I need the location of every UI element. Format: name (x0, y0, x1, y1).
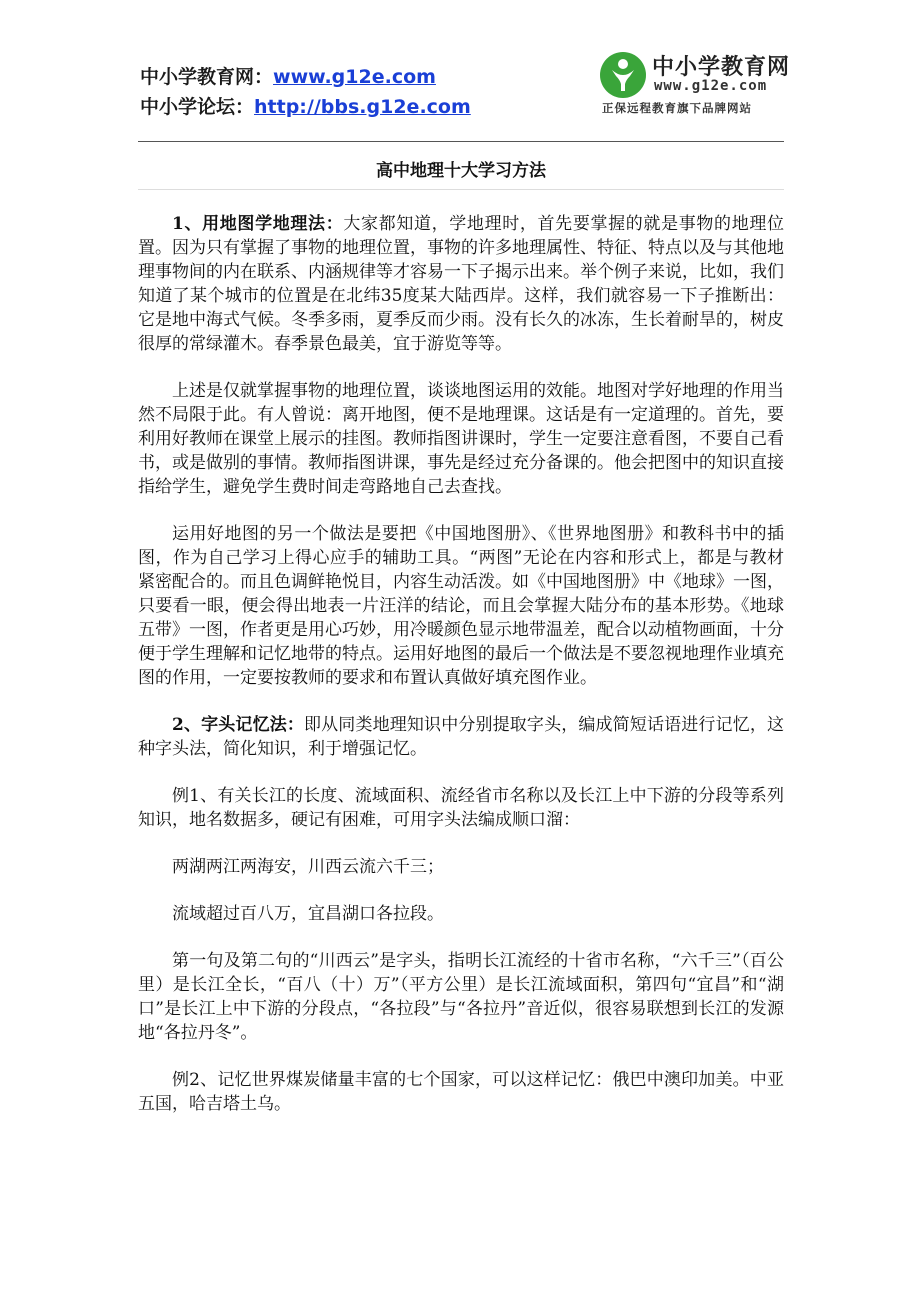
site-label: 中小学教育网： (140, 66, 274, 88)
paragraph (138, 713, 784, 761)
paragraph (138, 212, 784, 356)
paragraph-text: 两湖两江两海安，川西云流六千三； (172, 857, 444, 877)
paragraph-text: 运用好地图的另一个做法是要把《中国地图册》、《世界地图册》和教科书中的插图，作为自己学习上得心应手的辅助工具。“两图”无论在内容和形式上，都是与教材紧密配合的。而且色调鲜艳悦目，内容生动活泼。如《中国地图册》中《地球》一图，只要看一眼，便会得出地表一片汪洋的结论，而且会掌握大陆分布的基本形势。《地球五带》一图，作者更是用心巧妙，用冷暖颜色显示地带温差，配合以动植物画面，十分便于学生理解和记忆地带的特点。运用好地图的最后一个做法是不要忽视地理作业填充图的作用，一定要按教师的要求和布置认真做好填充图作业。 (138, 524, 784, 688)
header-divider (138, 141, 784, 142)
forum-label: 中小学论坛： (140, 96, 255, 118)
paragraph (138, 949, 784, 1045)
forum-link[interactable]: http://bbs.g12e.com (254, 96, 471, 118)
logo-emblem-icon (600, 52, 646, 98)
paragraph (138, 855, 784, 879)
paragraph (138, 1068, 784, 1116)
logo-slogan: 正保远程教育旗下品牌网站 (602, 101, 752, 115)
paragraph-text: 第一句及第二句的“川西云”是字头，指明长江流经的十省市名称，“六千三”（百公里）是长江全长，“百八（十）万”（平方公里）是长江流域面积，第四句“宜昌”和“湖口”是长江上中下游的分段点，“各拉段”与“各拉丹”音近似，很容易联想到长江的发源地“各拉丹冬”。 (138, 951, 784, 1043)
paragraph (138, 902, 784, 926)
logo-url: www.g12e.com (654, 78, 768, 94)
page-header (140, 55, 800, 132)
site-link[interactable]: www.g12e.com (273, 66, 436, 88)
paragraph (138, 784, 784, 832)
paragraph (138, 522, 784, 690)
paragraph-text: 大家都知道，学地理时，首先要掌握的就是事物的地理位置。因为只有掌握了事物的地理位置，事物的许多地理属性、特征、特点以及与其他地理事物间的内在联系、内涵规律等才容易一下子揭示出来。举个例子来说，比如，我们知道了某个城市的位置是在北纬35度某大陆西岸。这样，我们就容易一下子推断出：它是地中海式气候。冬季多雨，夏季反而少雨。没有长久的冰冻，生长着耐旱的，树皮很厚的常绿灌木。春季景色最美，宜于游览等等。 (138, 214, 784, 354)
paragraph-text: 例2、记忆世界煤炭储量丰富的七个国家，可以这样记忆：俄巴中澳印加美。中亚五国，哈吉塔土乌。 (138, 1070, 784, 1114)
paragraph-heading: 2、字头记忆法： (172, 715, 305, 735)
paragraph-text: 流域超过百八万，宜昌湖口各拉段。 (172, 904, 444, 924)
logo-title: 中小学教育网 (652, 55, 791, 80)
paragraph-text: 即从同类地理知识中分别提取字头，编成简短话语进行记忆，这种字头法，简化知识，利于增强记忆。 (138, 715, 784, 759)
site-logo[interactable] (600, 52, 800, 122)
paragraph-text: 例1、有关长江的长度、流域面积、流经省市名称以及长江上中下游的分段等系列知识，地名数据多，硬记有困难，可用字头法编成顺口溜： (138, 786, 784, 830)
paragraph-heading: 1、用地图学地理法： (172, 214, 344, 234)
document-body (138, 212, 784, 1139)
paragraph (138, 379, 784, 499)
document-title: 高中地理十大学习方法 (376, 161, 546, 181)
paragraph-text: 上述是仅就掌握事物的地理位置，谈谈地图运用的效能。地图对学好地理的作用当然不局限于此。有人曾说：离开地图，便不是地理课。这话是有一定道理的。首先，要利用好教师在课堂上展示的挂图。教师指图讲课时，学生一定要注意看图，不要自己看书，或是做别的事情。教师指图讲课，事先是经过充分备课的。他会把图中的知识直接指给学生，避免学生费时间走弯路地自己去查找。 (138, 381, 784, 497)
title-divider (138, 189, 784, 190)
